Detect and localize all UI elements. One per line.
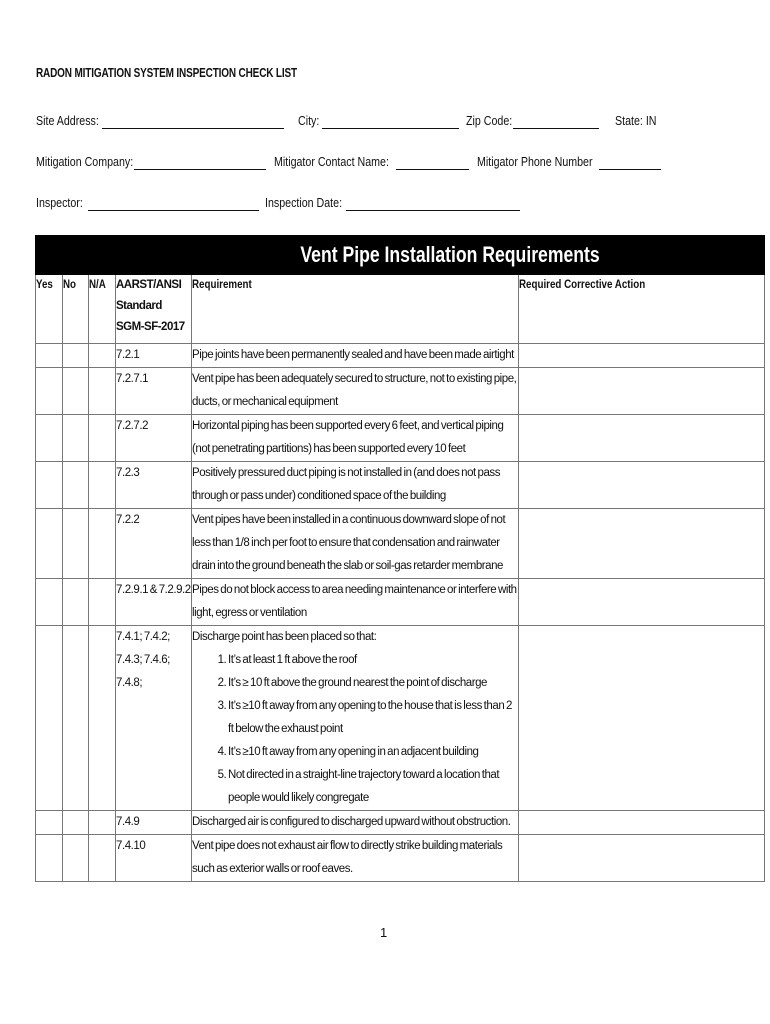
yes-cell[interactable] bbox=[36, 368, 63, 415]
no-cell[interactable] bbox=[63, 344, 89, 368]
yes-cell[interactable] bbox=[36, 626, 63, 811]
table-row bbox=[36, 626, 765, 811]
yes-cell[interactable] bbox=[36, 579, 63, 626]
city-label: City: bbox=[298, 113, 320, 128]
na-cell[interactable] bbox=[89, 626, 116, 811]
corrective-action-cell[interactable] bbox=[519, 811, 765, 835]
zip-field[interactable] bbox=[513, 114, 599, 129]
phone-field[interactable] bbox=[599, 155, 661, 170]
header-yes: Yes bbox=[36, 275, 63, 344]
yes-cell[interactable] bbox=[36, 835, 63, 882]
phone-label: Mitigator Phone Number bbox=[477, 154, 593, 169]
standard-cell: 7.2.1 bbox=[116, 344, 192, 368]
na-cell[interactable] bbox=[89, 344, 116, 368]
city-field[interactable] bbox=[322, 114, 459, 129]
requirement-cell: Vent pipe does not exhaust air flow to directly strike building materials such as exterior walls or roof eaves. bbox=[192, 835, 519, 882]
header-corrective-action: Required Corrective Action bbox=[519, 275, 765, 344]
table-banner bbox=[36, 236, 765, 275]
corrective-action-cell[interactable] bbox=[519, 344, 765, 368]
yes-cell[interactable] bbox=[36, 344, 63, 368]
requirement-intro: Discharge point has been placed so that: bbox=[192, 631, 377, 643]
table-row bbox=[36, 415, 765, 462]
no-cell[interactable] bbox=[63, 462, 89, 509]
no-cell[interactable] bbox=[63, 415, 89, 462]
no-cell[interactable] bbox=[63, 368, 89, 415]
state-label: State: IN bbox=[615, 113, 657, 128]
site-address-label: Site Address: bbox=[36, 113, 99, 128]
yes-cell[interactable] bbox=[36, 811, 63, 835]
requirement-cell bbox=[192, 626, 519, 811]
table-row bbox=[36, 462, 765, 509]
table-row bbox=[36, 811, 765, 835]
zip-label: Zip Code: bbox=[466, 113, 513, 128]
requirement-cell: Discharged air is configured to discharged upward without obstruction. bbox=[192, 811, 519, 835]
header-no: No bbox=[63, 275, 89, 344]
inspector-label: Inspector: bbox=[36, 195, 83, 210]
no-cell[interactable] bbox=[63, 626, 89, 811]
no-cell[interactable] bbox=[63, 835, 89, 882]
standard-cell: 7.4.9 bbox=[116, 811, 192, 835]
table-row bbox=[36, 368, 765, 415]
requirement-cell: Pipes do not block access to area needing maintenance or interfere with light, egress or ventilation bbox=[192, 579, 519, 626]
list-item: 1. It’s at least 1 ft above the roof bbox=[228, 649, 518, 672]
na-cell[interactable] bbox=[89, 835, 116, 882]
standard-cell: 7.2.3 bbox=[116, 462, 192, 509]
requirement-cell: Horizontal piping has been supported every 6 feet, and vertical piping (not penetrating partitions) has been supported every 10 feet bbox=[192, 415, 519, 462]
corrective-action-cell[interactable] bbox=[519, 462, 765, 509]
table-header-row bbox=[36, 275, 765, 344]
yes-cell[interactable] bbox=[36, 509, 63, 579]
list-item: 4. It’s ≥10 ft away from any opening in an adjacent building bbox=[228, 741, 518, 764]
discharge-conditions-list bbox=[192, 649, 518, 810]
corrective-action-cell[interactable] bbox=[519, 626, 765, 811]
mitigation-company-field[interactable] bbox=[134, 155, 266, 170]
banner-title: Vent Pipe Installation Requirements bbox=[300, 242, 600, 267]
standard-cell: 7.2.7.2 bbox=[116, 415, 192, 462]
header-na: N/A bbox=[89, 275, 116, 344]
table-row bbox=[36, 344, 765, 368]
site-address-field[interactable] bbox=[102, 114, 284, 129]
table-row bbox=[36, 579, 765, 626]
yes-cell[interactable] bbox=[36, 462, 63, 509]
table-row bbox=[36, 509, 765, 579]
contact-name-label: Mitigator Contact Name: bbox=[274, 154, 389, 169]
list-item: 5. Not directed in a straight-line trajectory toward a location that people would likely congregate bbox=[228, 764, 518, 810]
standard-cell: 7.2.7.1 bbox=[116, 368, 192, 415]
contact-name-field[interactable] bbox=[396, 155, 469, 170]
standard-cell: 7.4.10 bbox=[116, 835, 192, 882]
na-cell[interactable] bbox=[89, 368, 116, 415]
header-standard: AARST/ANSI Standard SGM-SF-2017 bbox=[116, 275, 192, 344]
corrective-action-cell[interactable] bbox=[519, 579, 765, 626]
page-number: 1 bbox=[380, 925, 388, 940]
mitigation-company-label: Mitigation Company: bbox=[36, 154, 134, 169]
yes-cell[interactable] bbox=[36, 415, 63, 462]
vent-pipe-requirements-table bbox=[35, 235, 765, 882]
table-row bbox=[36, 835, 765, 882]
no-cell[interactable] bbox=[63, 579, 89, 626]
na-cell[interactable] bbox=[89, 509, 116, 579]
corrective-action-cell[interactable] bbox=[519, 835, 765, 882]
requirement-cell: Vent pipes have been installed in a continuous downward slope of not less than 1/8 inch per foot to ensure that condensation and rainwater drain into the ground beneath the slab or soil-gas retarder membrane bbox=[192, 509, 519, 579]
inspection-date-label: Inspection Date: bbox=[265, 195, 343, 210]
na-cell[interactable] bbox=[89, 579, 116, 626]
standard-cell: 7.2.9.1 & 7.2.9.2 bbox=[116, 579, 192, 626]
document-title: RADON MITIGATION SYSTEM INSPECTION CHECK LIST bbox=[36, 66, 297, 80]
requirement-cell: Vent pipe has been adequately secured to structure, not to existing pipe, ducts, or mechanical equipment bbox=[192, 368, 519, 415]
inspection-date-field[interactable] bbox=[346, 196, 520, 211]
list-item: 3. It’s ≥10 ft away from any opening to the house that is less than 2 ft below the exhaust point bbox=[228, 695, 518, 741]
list-item: 2. It’s ≥ 10 ft above the ground nearest the point of discharge bbox=[228, 672, 518, 695]
requirement-cell: Positively pressured duct piping is not installed in (and does not pass through or pass under) conditioned space of the building bbox=[192, 462, 519, 509]
header-requirement: Requirement bbox=[192, 275, 519, 344]
no-cell[interactable] bbox=[63, 509, 89, 579]
corrective-action-cell[interactable] bbox=[519, 368, 765, 415]
corrective-action-cell[interactable] bbox=[519, 415, 765, 462]
na-cell[interactable] bbox=[89, 811, 116, 835]
standard-cell: 7.2.2 bbox=[116, 509, 192, 579]
na-cell[interactable] bbox=[89, 462, 116, 509]
na-cell[interactable] bbox=[89, 415, 116, 462]
no-cell[interactable] bbox=[63, 811, 89, 835]
requirement-cell: Pipe joints have been permanently sealed and have been made airtight bbox=[192, 344, 519, 368]
standard-cell: 7.4.1; 7.4.2; 7.4.3; 7.4.6; 7.4.8; bbox=[116, 626, 192, 811]
corrective-action-cell[interactable] bbox=[519, 509, 765, 579]
inspector-field[interactable] bbox=[88, 196, 259, 211]
